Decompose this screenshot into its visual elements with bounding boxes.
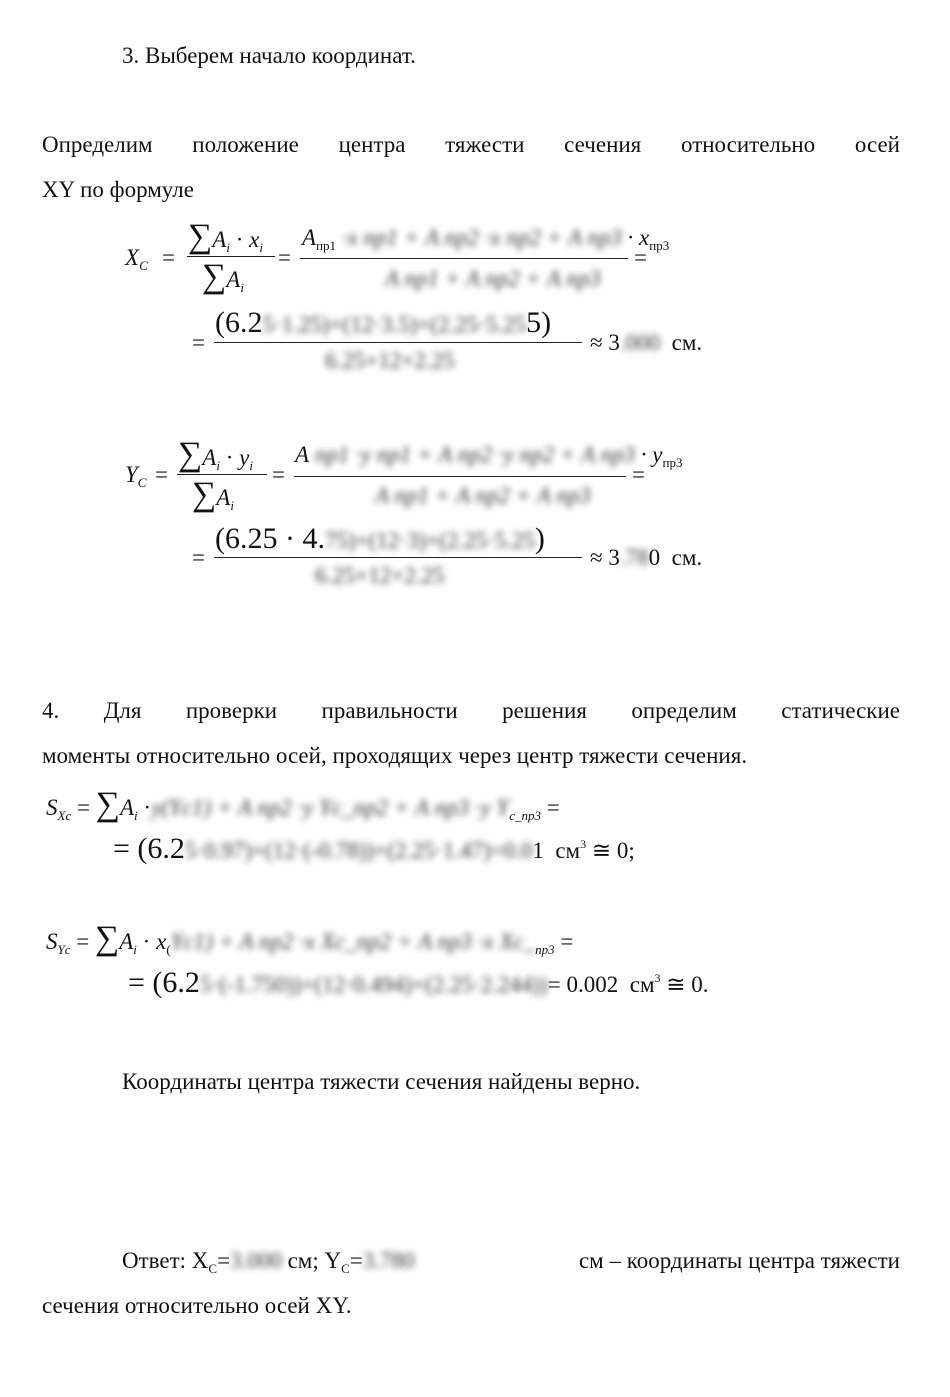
step3-heading: 3. Выберем начало координат.: [122, 43, 416, 68]
equals-sign: =: [272, 462, 285, 487]
step4-line1: 4. Для проверки правильности решения определим статические: [42, 698, 900, 723]
syc-line2: = (6.25·(-1.750))+(12·0.494)+(2.25·2.244))= 0.002 $см^3$ ≅ 0.: [128, 966, 709, 999]
paragraph-centroid-line2: XY по формуле: [42, 177, 194, 202]
xc-fraction2-numerator-hidden: ·x пр1 + A пр2 ·x пр2 + A пр3: [341, 225, 622, 250]
yc-result: ≈ 3.780 см.: [590, 545, 703, 570]
yc-fraction2-numerator-hidden: пр1 ·y пр1 + A пр2 ·y пр2 + A пр3: [314, 442, 636, 467]
xc-line2-numerator: (6.25·1.25)+(12·3.5)+(2.25·5.255): [215, 306, 552, 339]
paragraph-centroid-line1: Определим положение центра тяжести сечения относительно осей: [42, 132, 900, 157]
equals-sign: =: [162, 245, 175, 270]
xc-fraction1-denominator: $\sum A_i$: [202, 258, 244, 295]
step4-line2: моменты относительно осей, проходящих через центр тяжести сечения.: [42, 743, 748, 768]
yc-lhs: $Y_C$: [125, 462, 147, 490]
xc-line2-denominator-hidden: 6.25+12+2.25: [325, 348, 455, 373]
equals-sign: =: [155, 462, 168, 487]
conclusion: Координаты центра тяжести сечения найдены верно.: [122, 1069, 641, 1094]
equals-sign: =: [278, 245, 291, 270]
answer-line2: сечения относительно осей XY.: [42, 1293, 352, 1318]
answer-line1: Ответ: $X_C=3.000$ см; $Y_C=3.780$ см – координаты центра тяжести: [122, 1248, 900, 1276]
equals-sign: =: [634, 245, 647, 270]
equals-sign: =: [632, 462, 645, 487]
yc-fraction2-numerator: A пр1 ·y пр1 + A пр2 ·y пр2 + A $пр3 \cdot y_{пр3}$: [295, 442, 683, 470]
yc-fraction1-numerator: $\sum A_i \cdot y_i$: [178, 436, 253, 473]
xc-fraction2-numerator: $A_{пр1} \cdot x$ пр1 + A пр2 ·x пр2 + A $пр3 \cdot x_{пр3}$: [302, 225, 670, 253]
xc-fraction1-numerator: $\sum A_i \cdot x_i$: [188, 218, 263, 255]
syc-line1: $S_{Yc} = \sum A_i \cdot x_(Yc1) + A$ пр2 ·x Xc_пр2 + A пр3 ·x $Xc\__{пр3}$ =: [46, 920, 574, 957]
yc-fraction2-denominator-hidden: A пр1 + A пр2 + A пр3: [375, 483, 591, 508]
xc-result: ≈ 3.000 см.: [590, 330, 703, 355]
xc-lhs: $X_C$: [125, 245, 148, 273]
equals-sign: =: [192, 330, 205, 355]
sxc-line2: = (6.25·0.97)+(12·(-0.78))+(2.25·1.47)=0.01 $см^3$ ≅ 0;: [113, 832, 635, 865]
yc-line2-numerator: (6.25 · 4.75)+(12·3)+(2.25·5.25): [215, 522, 545, 555]
equals-sign: =: [192, 545, 205, 570]
yc-fraction1-denominator: $\sum A_i$: [192, 476, 234, 513]
yc-line2-denominator-hidden: 6.25+12+2.25: [315, 563, 445, 588]
xc-fraction2-denominator-hidden: A пр1 + A пр2 + A пр3: [385, 266, 601, 291]
sxc-line1: $S_{Xc} = \sum A_i \cdot y(Yc1) + A$ пр2 ·y Yc_пр2 + A пр3 ·y $Y_{c\_пр3}$ =: [46, 786, 560, 823]
